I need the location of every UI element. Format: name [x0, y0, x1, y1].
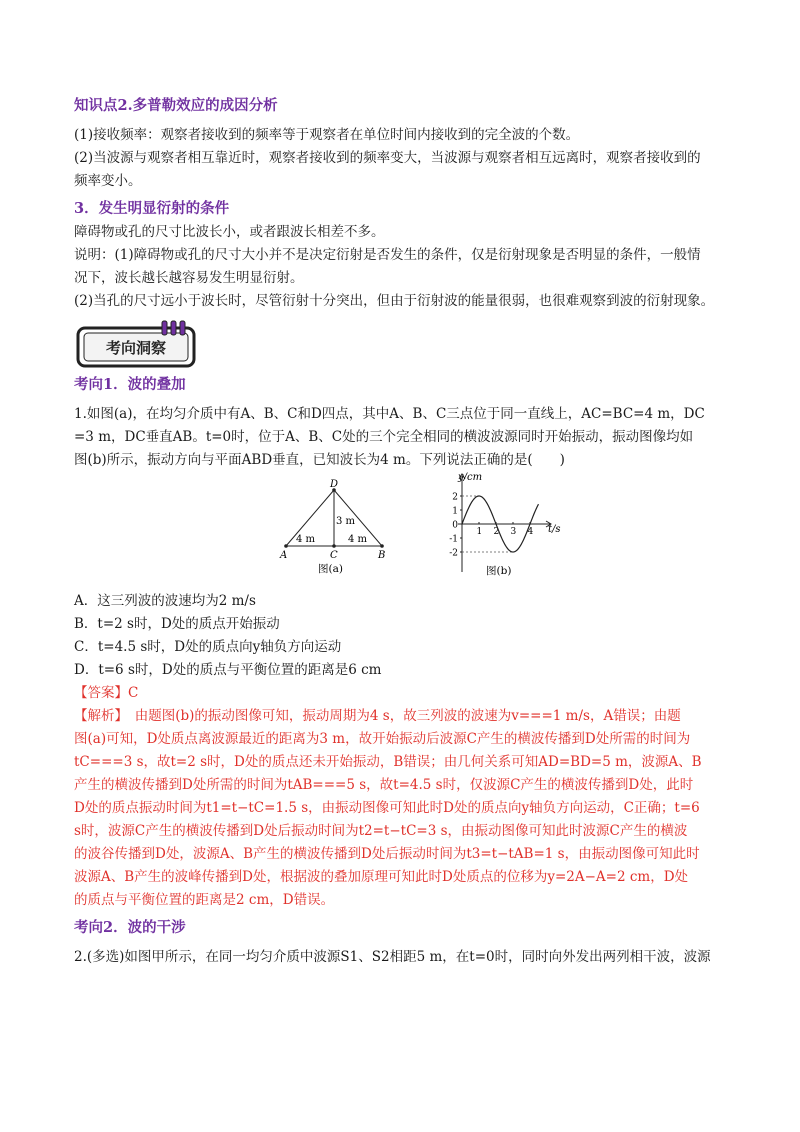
analysis-line: 的波谷传播到D处，波源A、B产生的横波传播到D处后振动时间为t3=t−tAB=1 s，由振动图像可知此时	[74, 846, 700, 862]
answer-line: 【答案】C	[74, 685, 139, 701]
figure-a-caption: 图(a)	[318, 563, 343, 575]
analysis-line: s时，波源C产生的横波传播到D处后振动时间为t2=t−tC=3 s，由振动图像可知此时波源C产生的横波	[74, 823, 688, 839]
chart-y-tick-label: -1	[449, 534, 458, 545]
chart-x-tick-label: 4	[527, 527, 534, 537]
analysis-line: 产生的横波传播到D处所需的时间为tAB===5 s，故t=4.5 s时，仅波源C产生的横波传播到D处，此时	[74, 777, 694, 793]
analysis-line: 图(a)可知，D处质点离波源最近的距离为3 m，故开始振动后波源C产生的横波传播到D处所需的时间为	[74, 731, 691, 747]
badge-container	[74, 313, 734, 373]
option-a: A．这三列波的波速均为2 m/s	[74, 593, 256, 609]
chart-x-tick-label: 1	[476, 527, 483, 537]
analysis-block	[74, 705, 734, 912]
paragraph: (1)接收频率：观察者接收到的频率等于观察者在单位时间内接收到的完全波的个数。	[74, 127, 580, 143]
label-D: D	[330, 479, 339, 490]
page-content	[74, 94, 734, 969]
chart-y-tick-label: -2	[449, 548, 458, 559]
chart-x-tick-label: 2	[493, 527, 500, 537]
chart-y-axis-label: y/cm	[458, 472, 483, 483]
label-C: C	[330, 550, 338, 561]
analysis-line: 【解析】 由题图(b)的振动图像可知，振动周期为4 s，故三列波的波速为v===1 m/s，A错误；由题	[74, 708, 681, 724]
question-line: 图(b)所示，振动方向与平面ABD垂直，已知波长为4 m。下列说法正确的是( )	[74, 452, 565, 468]
chart-y-tick-label: 1	[452, 506, 458, 517]
question-line: 2.(多选)如图甲所示，在同一均匀介质中波源S1、S2相距5 m，在t=0时，同时向外发出两列相干波，波源	[74, 949, 711, 965]
paragraph: 说明：(1)障碍物或孔的尺寸大小并不是决定衍射是否发生的条件，仅是衍射现象是否明显的条件，一般情	[74, 247, 701, 263]
option-b: B．t=2 s时，D处的质点开始振动	[74, 616, 280, 632]
label-ac: 4 m	[296, 534, 316, 545]
question-line: =3 m，DC垂直AB。t=0时，位于A、B、C处的三个完全相同的横波波源同时开始振动，振动图像均如	[74, 429, 694, 445]
option-c: C．t=4.5 s时，D处的质点向y轴负方向运动	[74, 639, 342, 655]
section-title-kaoxiang-1: 考向1．波的叠加	[74, 376, 186, 393]
question-line: 1.如图(a)，在均匀介质中有A、B、C和D四点，其中A、B、C三点位于同一直线上，AC=BC=4 m，DC	[74, 406, 705, 422]
chart-x-tick-label: 3	[510, 527, 517, 537]
chart-y-tick-label: 2	[452, 492, 458, 503]
option-d: D．t=6 s时，D处的质点与平衡位置的距离是6 cm	[74, 662, 382, 678]
section-title-knowledge-2: 知识点2.多普勒效应的成因分析	[74, 97, 278, 114]
figure-b-caption: 图(b)	[486, 565, 512, 577]
paragraph: 况下，波长越长越容易发生明显衍射。	[74, 270, 304, 286]
paragraph: (2)当孔的尺寸远小于波长时，尽管衍射十分突出，但由于衍射波的能量很弱，也很难观察到波的衍射现象。	[74, 293, 715, 309]
analysis-line: 波源A、B产生的波峰传播到D处，根据波的叠加原理可知此时D处质点的位移为y=2A−A=2 cm，D处	[74, 869, 689, 885]
chart-x-axis-label: t/s	[548, 524, 561, 535]
paragraph: 频率变小。	[74, 173, 142, 189]
label-dc: 3 m	[336, 516, 356, 527]
figure-b-chart	[442, 470, 572, 578]
paragraph: (2)当波源与观察者相互靠近时，观察者接收到的频率变大，当波源与观察者相互远离时，观察者接收到的	[74, 150, 701, 166]
section-title-kaoxiang-2: 考向2．波的干涉	[74, 919, 186, 936]
label-B: B	[378, 550, 386, 561]
section-title-3: 3．发生明显衍射的条件	[74, 200, 230, 217]
figure-a-triangle	[274, 476, 394, 576]
figures-row	[74, 472, 734, 584]
badge-label: 考向洞察	[105, 339, 167, 357]
chart-y-tick-label: 0	[452, 520, 458, 531]
analysis-line: D处的质点振动时间为t1=t−tC=1.5 s，由振动图像可知此时D处的质点向y轴负方向运动，C正确；t=6	[74, 800, 700, 816]
notebook-badge-icon	[74, 319, 204, 371]
label-cb: 4 m	[348, 534, 368, 545]
label-A: A	[280, 550, 288, 561]
analysis-line: tC===3 s，故t=2 s时，D处的质点还未开始振动，B错误；由几何关系可知AD=BD=5 m，波源A、B	[74, 754, 702, 770]
paragraph: 障碍物或孔的尺寸比波长小，或者跟波长相差不多。	[74, 224, 385, 240]
analysis-line: 的质点与平衡位置的距离是2 cm，D错误。	[74, 892, 335, 908]
